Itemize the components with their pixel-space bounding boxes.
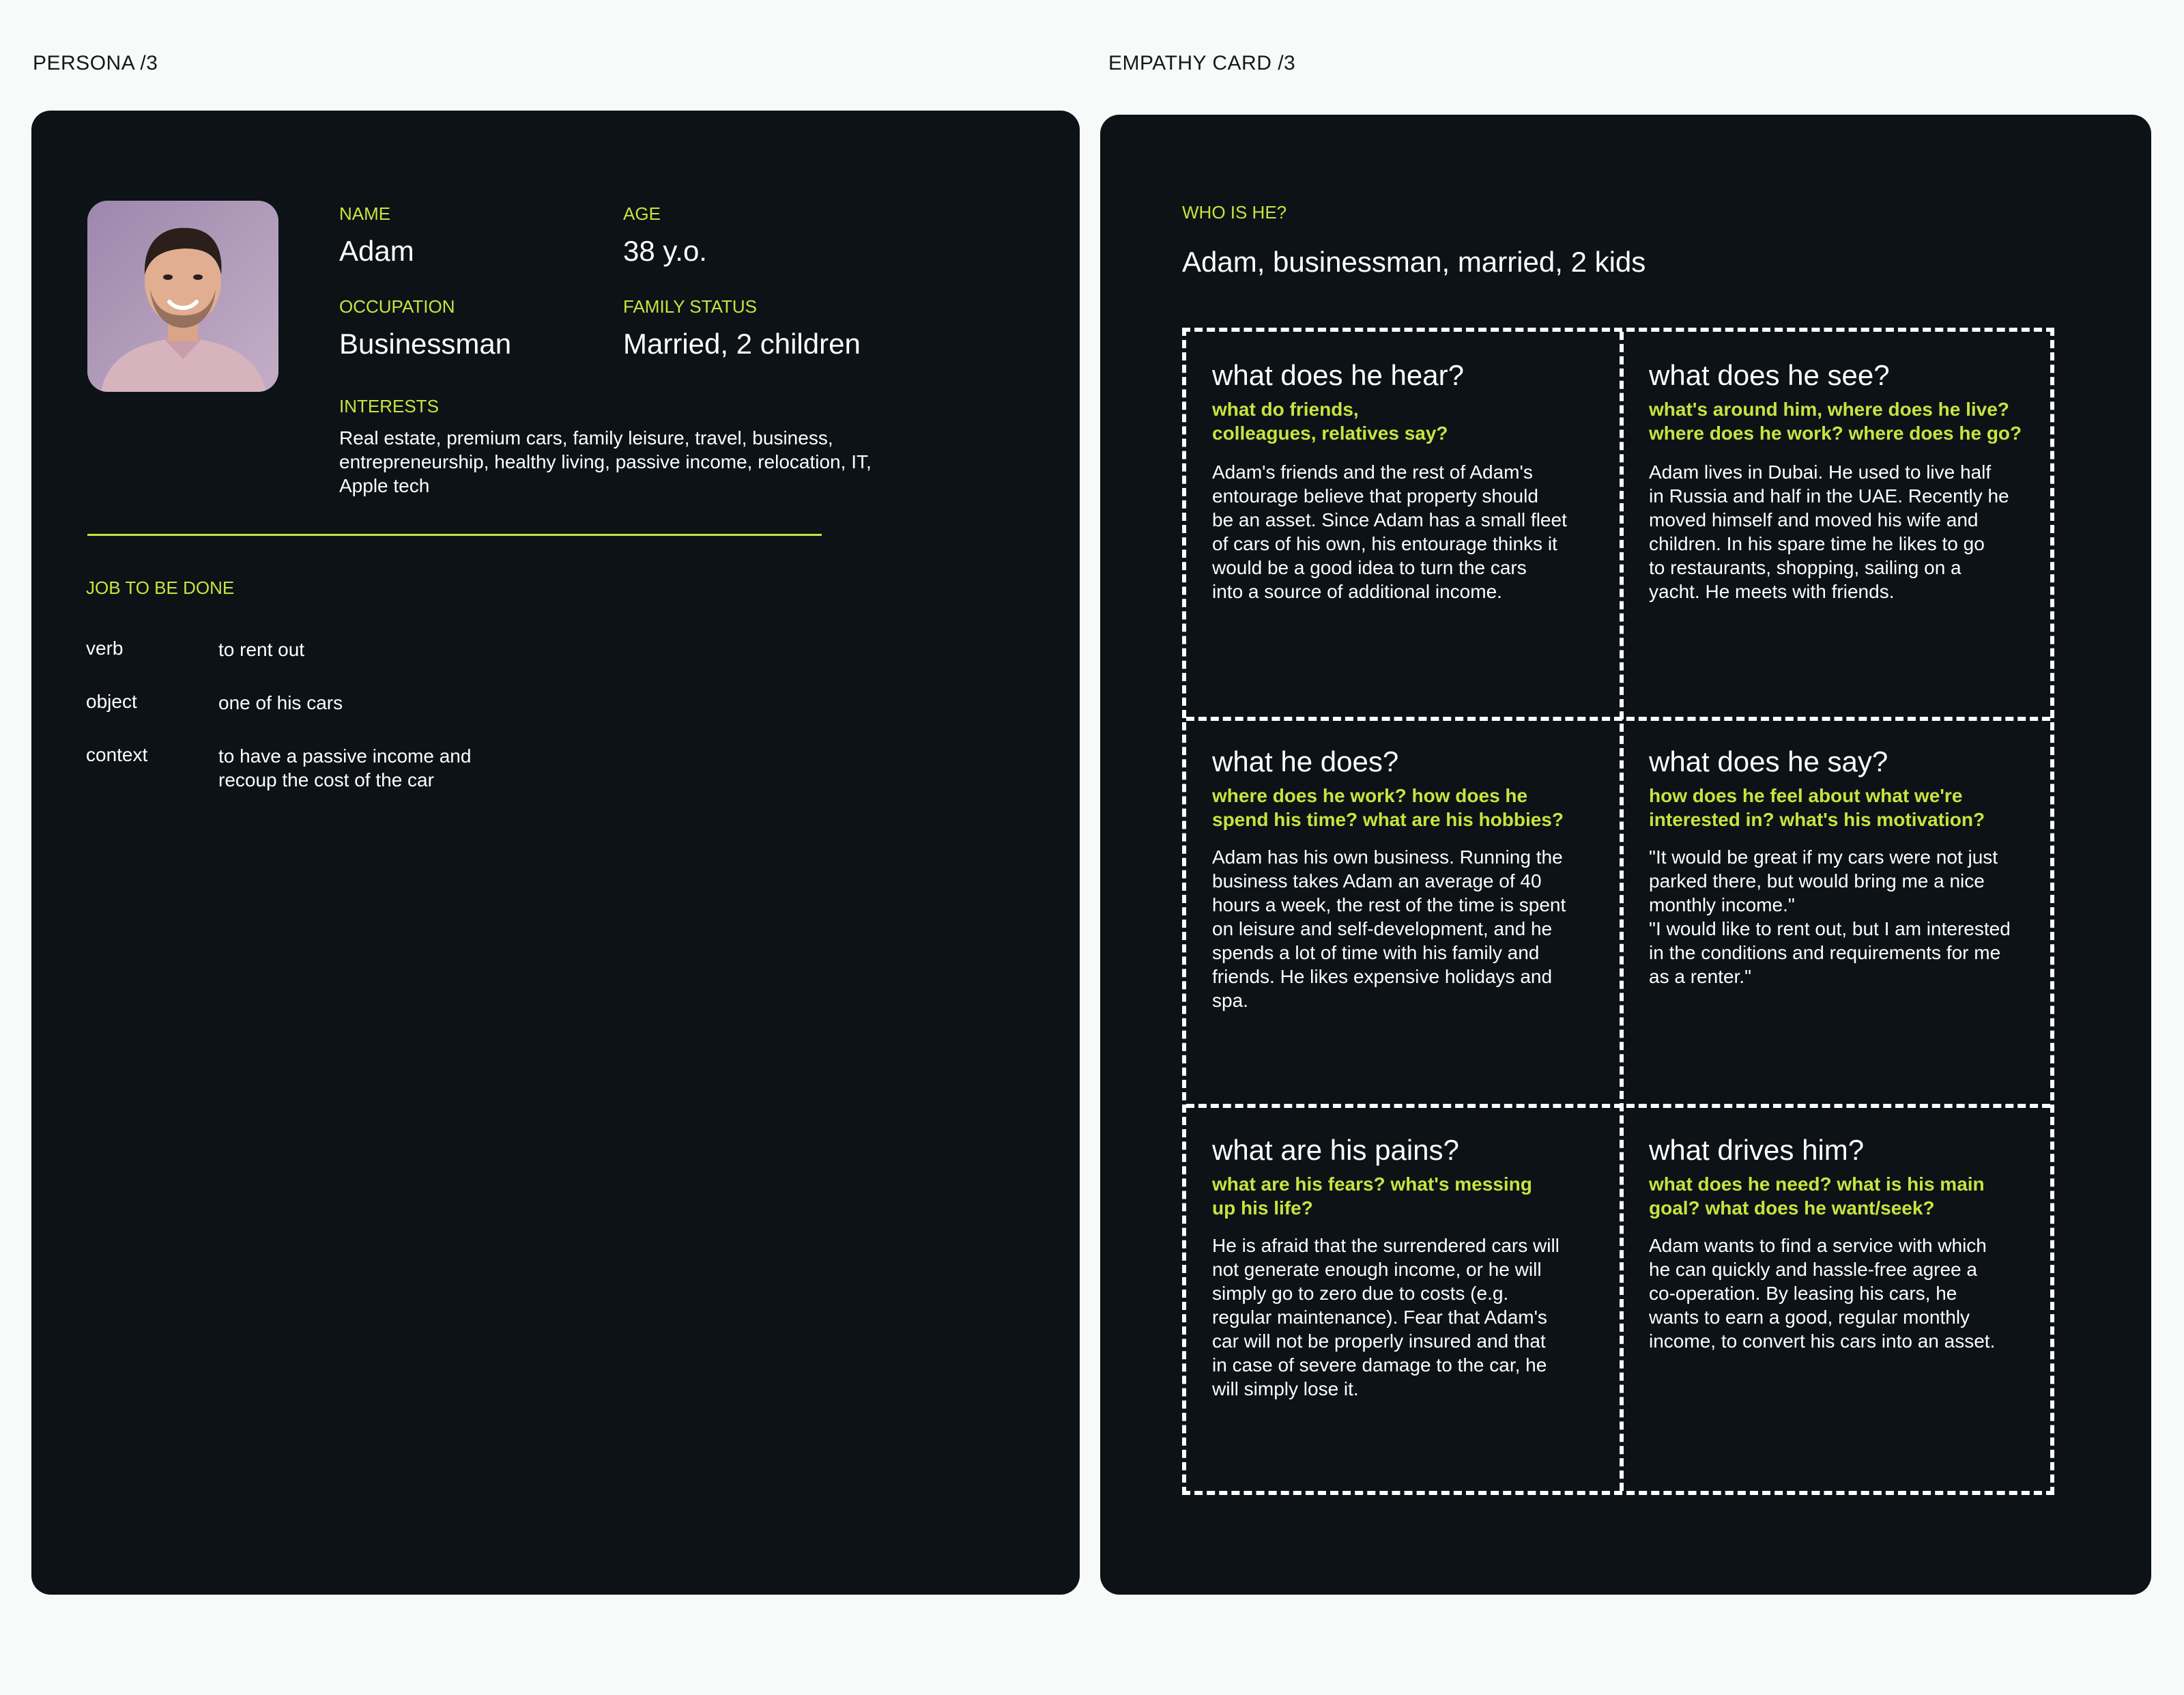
cell-subtitle: how does he feel about what we're interested in? what's his motivation?	[1649, 785, 1985, 830]
cell-body: Adam's friends and the rest of Adam's entourage believe that property should be an asset. Since Adam has a small fleet of cars of his own, his entourage thinks it would be a good idea to turn the cars into a source of additional income.	[1212, 461, 1567, 602]
who-is-he-label: WHO IS HE?	[1182, 202, 1287, 223]
persona-card	[31, 111, 1080, 1595]
cell-title: what are his pains?	[1212, 1134, 1459, 1166]
jtbd-key-object: object	[86, 691, 137, 712]
jtbd-value-context: to have a passive income and recoup the cost of the car	[218, 745, 472, 790]
cell-drives	[1649, 1133, 2031, 1353]
cell-does	[1212, 744, 1594, 1012]
family-status-value: Married, 2 children	[623, 328, 861, 360]
cell-title: what does he see?	[1649, 359, 1890, 391]
persona-section-label: PERSONA /3	[33, 52, 158, 74]
cell-body: Adam has his own business. Running the business takes Adam an average of 40 hours a week, the rest of the time is spent on leisure and self-development, and he spends a lot of time with his family and friends. He likes expensive holidays and spa.	[1212, 846, 1566, 1011]
empathy-card	[1100, 115, 2151, 1595]
cell-subtitle: what's around him, where does he live? where does he work? where does he go?	[1649, 399, 2022, 444]
interests-label: INTERESTS	[339, 396, 439, 416]
cell-title: what does he hear?	[1212, 359, 1464, 391]
empathy-section-label: EMPATHY CARD /3	[1108, 52, 1296, 74]
jtbd-value-verb: to rent out	[218, 639, 305, 660]
cell-subtitle: where does he work? how does he spend his time? what are his hobbies?	[1212, 785, 1564, 830]
cell-body: Adam lives in Dubai. He used to live half in Russia and half in the UAE. Recently he moved himself and moved his wife and children. In his spare time he likes to go to restaurants, shopping, sailing on a yacht. He meets with friends.	[1649, 461, 2009, 602]
grid-vertical-divider	[1620, 332, 1624, 1491]
avatar	[87, 201, 278, 392]
cell-subtitle: what are his fears? what's messing up his life?	[1212, 1173, 1532, 1219]
cell-see	[1649, 358, 2031, 603]
cell-title: what does he say?	[1649, 745, 1888, 778]
divider	[87, 534, 822, 536]
occupation-label: OCCUPATION	[339, 296, 455, 317]
cell-pains	[1212, 1133, 1594, 1401]
jtbd-key-context: context	[86, 744, 148, 765]
cell-hear	[1212, 358, 1594, 603]
person-photo	[87, 201, 278, 392]
jtbd-value-object: one of his cars	[218, 692, 343, 713]
name-value: Adam	[339, 235, 414, 267]
cell-says	[1649, 744, 2031, 988]
cell-title: what he does?	[1212, 745, 1399, 778]
jtbd-key-verb: verb	[86, 638, 124, 659]
jtbd-label: JOB TO BE DONE	[86, 578, 235, 598]
cell-body: He is afraid that the surrendered cars will not generate enough income, or he will simply go to zero due to costs (e.g. regular maintenance). Fear that Adam's car will not be properly insured and that in case of severe damage to the car, he will simply lose it.	[1212, 1235, 1560, 1399]
cell-subtitle: what do friends, colleagues, relatives say?	[1212, 399, 1448, 444]
cell-subtitle: what does he need? what is his main goal? what does he want/seek?	[1649, 1173, 1985, 1219]
age-label: AGE	[623, 203, 661, 224]
grid-horizontal-divider	[1186, 1104, 2050, 1108]
interests-value: Real estate, premium cars, family leisure, travel, business, entrepreneurship, healthy living, passive income, relocation, IT, Apple tech	[339, 427, 872, 496]
cell-body: Adam wants to find a service with which he can quickly and hassle-free agree a co-operation. By leasing his cars, he wants to earn a good, regular monthly income, to convert his cars into an asset.	[1649, 1235, 1996, 1352]
cell-title: what drives him?	[1649, 1134, 1865, 1166]
empathy-grid	[1182, 328, 2054, 1495]
name-label: NAME	[339, 203, 391, 224]
grid-horizontal-divider	[1186, 717, 2050, 721]
cell-body: "It would be great if my cars were not just parked there, but would bring me a nice monthly income." "I would like to rent out, but I am interested in the conditions and requirements for me as a renter."	[1649, 846, 2011, 987]
age-value: 38 y.o.	[623, 235, 707, 267]
occupation-value: Businessman	[339, 328, 512, 360]
who-is-he-value: Adam, businessman, married, 2 kids	[1182, 246, 1646, 278]
family-status-label: FAMILY STATUS	[623, 296, 758, 317]
